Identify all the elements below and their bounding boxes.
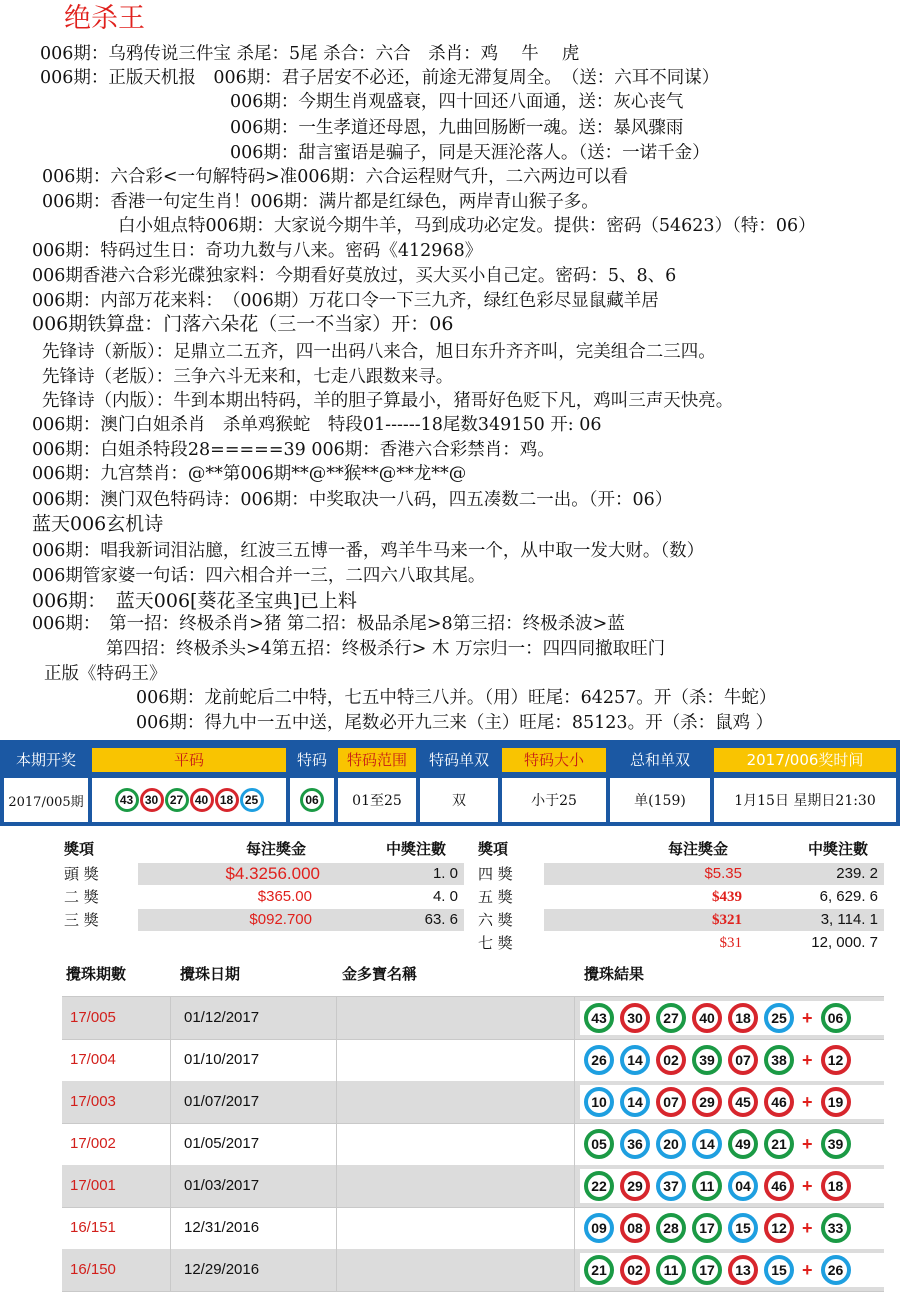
lottery-ball: 27: [656, 1003, 686, 1033]
cell-divider: [336, 1165, 337, 1207]
table-row: [62, 1249, 884, 1292]
draw-header: 特码单双: [420, 748, 498, 772]
prize-name: 四 獎: [478, 865, 513, 883]
special-ball: 06: [821, 1003, 851, 1033]
result-balls: [580, 1127, 884, 1161]
results-header: 攪珠日期: [180, 965, 241, 983]
lottery-ball: 09: [584, 1213, 614, 1243]
cell-divider: [170, 1039, 171, 1081]
lottery-ball: 02: [656, 1045, 686, 1075]
draw-date: 01/07/2017: [184, 1093, 260, 1110]
lottery-ball: 14: [620, 1087, 650, 1117]
cell-divider: [574, 1207, 575, 1249]
prize-row: [478, 909, 884, 931]
draw-header: 平码: [92, 748, 286, 772]
prize-count: 4. 0: [432, 888, 458, 905]
prize-row: [478, 886, 884, 908]
draw-id: 16/151: [70, 1219, 116, 1236]
draw-id: 16/150: [70, 1261, 116, 1278]
text-line: 006期：香港一句定生肖！006期：满片都是红绿色，两岸青山猴子多。: [42, 192, 599, 212]
prize-header: 中獎注數: [808, 840, 869, 858]
text-line: 006期香港六合彩光碟独家料：今期看好莫放过，买大买小自己定。密码：5、8、6: [32, 266, 677, 286]
cell-divider: [336, 997, 337, 1039]
text-line: 006期：唱我新词泪沾臆，红波三五博一番，鸡羊牛马来一个，从中取一发大财。（数）: [32, 541, 705, 561]
lottery-ball: 18: [728, 1003, 758, 1033]
draw-date: 12/29/2016: [184, 1261, 260, 1278]
draw-header: 总和单双: [610, 748, 710, 772]
prize-amount: $5.35: [704, 865, 742, 882]
prize-row: [478, 863, 884, 885]
draw-header: 特码范围: [338, 748, 416, 772]
prize-count: 239. 2: [836, 865, 878, 882]
prize-header: 每注獎金: [668, 840, 729, 858]
lottery-ball: 07: [656, 1087, 686, 1117]
prize-amount: $31: [719, 935, 742, 951]
plus-icon: +: [802, 1091, 813, 1112]
cell-divider: [574, 1039, 575, 1081]
draw-id: 17/002: [70, 1135, 116, 1152]
text-line: 006期： 蓝天006[葵花圣宝典]已上料: [32, 590, 357, 612]
lottery-ball: 11: [692, 1171, 722, 1201]
text-line: 先锋诗（新版）：足鼎立二五齐，四一出码八来合，旭日东升齐齐叫，完美组合二三四。: [42, 342, 716, 362]
result-balls: [580, 1001, 884, 1035]
page-title: 绝杀王: [64, 3, 145, 34]
prize-name: 三 獎: [64, 911, 99, 929]
lottery-ball: 10: [584, 1087, 614, 1117]
lottery-ball: 21: [584, 1255, 614, 1285]
prize-amount: $365.00: [257, 888, 312, 905]
table-row: [62, 1039, 884, 1082]
prize-row: [478, 932, 884, 954]
lottery-ball: 30: [140, 788, 164, 812]
text-line: 006期：正版天机报 006期：君子居安不必还，前途无滞复周全。 （送：六耳不同谋）: [40, 68, 720, 88]
special-ball: 12: [821, 1045, 851, 1075]
text-line: 先锋诗（内版）：牛到本期出特码，羊的胆子算最小，猪哥好色贬下凡，鸡叫三声天快亮。: [42, 391, 734, 411]
lottery-ball: 07: [728, 1045, 758, 1075]
text-line: 006期：澳门双色特码诗：006期：中奖取决一八码，四五凑数二一出。（开：06）: [32, 490, 673, 510]
plus-icon: +: [802, 1259, 813, 1280]
prize-name: 二 獎: [64, 888, 99, 906]
prize-header: 獎項: [478, 840, 509, 858]
plus-icon: +: [802, 1049, 813, 1070]
result-balls: [580, 1043, 884, 1077]
text-line: 蓝天006玄机诗: [32, 513, 164, 535]
text-line: 006期：得九中一五中送，尾数必开九三来（主）旺尾：85123。开（杀：鼠鸡 ）: [136, 713, 774, 733]
lottery-ball: 39: [692, 1045, 722, 1075]
plus-icon: +: [802, 1175, 813, 1196]
lottery-ball: 15: [764, 1255, 794, 1285]
prize-row: [64, 863, 464, 885]
lottery-ball: 15: [728, 1213, 758, 1243]
prize-amount: $4.3256.000: [225, 864, 320, 883]
lottery-ball: 17: [692, 1255, 722, 1285]
text-line: 006期：龙前蛇后二中特，七五中特三八并。（用）旺尾：64257。开（杀：牛蛇）: [136, 688, 777, 708]
draw-header: 特码大小: [502, 748, 606, 772]
prize-header: 獎項: [64, 840, 95, 858]
lottery-ball: 49: [728, 1129, 758, 1159]
cell-divider: [574, 1081, 575, 1123]
cell-divider: [574, 1249, 575, 1291]
draw-odd-even: 双: [420, 778, 498, 822]
draw-date: 12/31/2016: [184, 1219, 260, 1236]
text-line: 006期：六合彩<一句解特码>准006期：六合运程财气升，二六两边可以看: [42, 167, 629, 187]
text-line: 006期：白姐杀特段28=====39 006期：香港六合彩禁肖：鸡。: [32, 440, 555, 460]
draw-table: [0, 740, 900, 826]
prize-header: 中獎注數: [386, 840, 447, 858]
result-balls: [580, 1253, 884, 1287]
draw-period: 2017/005期: [4, 778, 88, 822]
result-balls: [580, 1085, 884, 1119]
lottery-ball: 20: [656, 1129, 686, 1159]
results-header: 攪珠結果: [584, 965, 645, 983]
cell-divider: [170, 997, 171, 1039]
special-ball: 26: [821, 1255, 851, 1285]
special-ball: 18: [821, 1171, 851, 1201]
cell-divider: [336, 1081, 337, 1123]
cell-divider: [170, 1123, 171, 1165]
lottery-ball: 27: [165, 788, 189, 812]
lottery-ball: 43: [115, 788, 139, 812]
prize-amount: $439: [712, 889, 742, 905]
draw-header: 本期开奖: [4, 748, 88, 772]
text-line: 006期管家婆一句话：四六相合并一三，二四六八取其尾。: [32, 566, 486, 586]
table-row: [62, 1081, 884, 1124]
cell-divider: [336, 1123, 337, 1165]
result-balls: [580, 1211, 884, 1245]
prize-row: [64, 886, 464, 908]
text-line: 白小姐点特006期：大家说今期牛羊，马到成功必定发。提供：密码（54623）（特：06）: [118, 216, 816, 236]
draw-id: 17/001: [70, 1177, 116, 1194]
results-header: 攪珠期數: [66, 965, 127, 983]
draw-size: 小于25: [502, 778, 606, 822]
text-line: 正版《特码王》: [44, 664, 167, 684]
prize-count: 63. 6: [424, 911, 458, 928]
prize-count: 1. 0: [432, 865, 458, 882]
text-line: 006期铁算盘：门落六朵花（三一不当家）开：06: [32, 313, 454, 335]
lottery-ball: 02: [620, 1255, 650, 1285]
text-line: 006期：内部万花来料： （006期）万花口令一下三九齐，绿红色彩尽显鼠藏羊居: [32, 291, 659, 311]
cell-divider: [336, 1207, 337, 1249]
draw-normal-balls: [92, 778, 286, 822]
lottery-ball: 13: [728, 1255, 758, 1285]
draw-header: 特码: [290, 748, 334, 772]
lottery-ball: 14: [692, 1129, 722, 1159]
prize-count: 12, 000. 7: [811, 934, 878, 951]
lottery-ball: 37: [656, 1171, 686, 1201]
lottery-ball: 40: [190, 788, 214, 812]
lottery-ball: 04: [728, 1171, 758, 1201]
lottery-ball: 18: [215, 788, 239, 812]
text-line: 第四招：终极杀头>4第五招：终极杀行> 木 万宗归一：四四同撤取旺门: [106, 639, 666, 659]
lottery-ball: 45: [728, 1087, 758, 1117]
lottery-ball: 40: [692, 1003, 722, 1033]
table-row: [62, 1165, 884, 1208]
cell-divider: [574, 997, 575, 1039]
prize-name: 五 獎: [478, 888, 513, 906]
prize-count: 6, 629. 6: [819, 888, 878, 905]
draw-header: 2017/006奖时间: [714, 748, 896, 772]
lottery-ball: 46: [764, 1087, 794, 1117]
cell-divider: [336, 1249, 337, 1291]
special-ball: 33: [821, 1213, 851, 1243]
draw-next-time: 1月15日 星期日21:30: [714, 778, 896, 822]
lottery-ball: 26: [584, 1045, 614, 1075]
lottery-ball: 25: [764, 1003, 794, 1033]
draw-date: 01/03/2017: [184, 1177, 260, 1194]
lottery-ball: 29: [692, 1087, 722, 1117]
lottery-ball: 05: [584, 1129, 614, 1159]
prize-amount: $092.700: [249, 911, 312, 928]
table-row: [62, 997, 884, 1040]
lottery-ball: 38: [764, 1045, 794, 1075]
lottery-ball: 22: [584, 1171, 614, 1201]
cell-divider: [170, 1081, 171, 1123]
table-row: [62, 1123, 884, 1166]
draw-date: 01/05/2017: [184, 1135, 260, 1152]
draw-special-ball: [290, 778, 334, 822]
result-balls: [580, 1169, 884, 1203]
lottery-ball: 30: [620, 1003, 650, 1033]
lottery-ball: 21: [764, 1129, 794, 1159]
text-line: 006期：九宫禁肖：@**第006期**@**猴**@**龙**@: [32, 464, 467, 484]
prize-name: 六 獎: [478, 911, 513, 929]
draw-id: 17/004: [70, 1051, 116, 1068]
plus-icon: +: [802, 1133, 813, 1154]
draw-date: 01/10/2017: [184, 1051, 260, 1068]
draw-date: 01/12/2017: [184, 1009, 260, 1026]
draw-sum-odd-even: 单(159): [610, 778, 710, 822]
plus-icon: +: [802, 1007, 813, 1028]
text-line: 006期：甜言蜜语是骗子，同是天涯沦落人。（送：一诺千金）: [230, 143, 710, 163]
prize-name: 頭 獎: [64, 865, 99, 883]
plus-icon: +: [802, 1217, 813, 1238]
cell-divider: [170, 1249, 171, 1291]
lottery-ball: 28: [656, 1213, 686, 1243]
lottery-ball: 12: [764, 1213, 794, 1243]
prize-amount: $321: [712, 912, 742, 928]
lottery-ball: 29: [620, 1171, 650, 1201]
text-line: 006期： 第一招：终极杀肖>猪 第二招：极品杀尾>8第三招：终极杀波>蓝: [32, 614, 625, 634]
lottery-ball: 11: [656, 1255, 686, 1285]
draw-id: 17/003: [70, 1093, 116, 1110]
text-line: 006期：乌鸦传说三件宝 杀尾：5尾 杀合：六合 杀肖：鸡 牛 虎: [40, 44, 580, 64]
cell-divider: [170, 1165, 171, 1207]
lottery-ball: 17: [692, 1213, 722, 1243]
lottery-ball: 36: [620, 1129, 650, 1159]
prize-row: [64, 909, 464, 931]
prize-name: 七 獎: [478, 934, 513, 952]
text-line: 006期：今期生肖观盛衰，四十回还八面通，送：灰心丧气: [230, 92, 684, 112]
cell-divider: [574, 1123, 575, 1165]
special-ball: 39: [821, 1129, 851, 1159]
special-ball: 19: [821, 1087, 851, 1117]
prize-count: 3, 114. 1: [820, 911, 878, 928]
prize-header: 每注獎金: [246, 840, 307, 858]
text-line: 先锋诗（老版）：三争六斗无来和，七走八跟数来寻。: [42, 367, 454, 387]
text-line: 006期：一生孝道还母恩，九曲回肠断一魂。送：暴风骤雨: [230, 118, 684, 138]
lottery-ball: 25: [240, 788, 264, 812]
lottery-ball: 43: [584, 1003, 614, 1033]
text-line: 006期：特码过生日：奇功九数与八来。密码《412968》: [32, 241, 483, 261]
draw-id: 17/005: [70, 1009, 116, 1026]
draw-range: 01至25: [338, 778, 416, 822]
cell-divider: [336, 1039, 337, 1081]
lottery-ball: 08: [620, 1213, 650, 1243]
cell-divider: [574, 1165, 575, 1207]
text-line: 006期：澳门白姐杀肖 杀单鸡猴蛇 特段01------18尾数349150 开: 06: [32, 415, 602, 435]
special-ball: 06: [300, 788, 324, 812]
cell-divider: [170, 1207, 171, 1249]
lottery-ball: 14: [620, 1045, 650, 1075]
results-header: 金多寶名稱: [342, 965, 418, 983]
table-row: [62, 1207, 884, 1250]
lottery-ball: 46: [764, 1171, 794, 1201]
